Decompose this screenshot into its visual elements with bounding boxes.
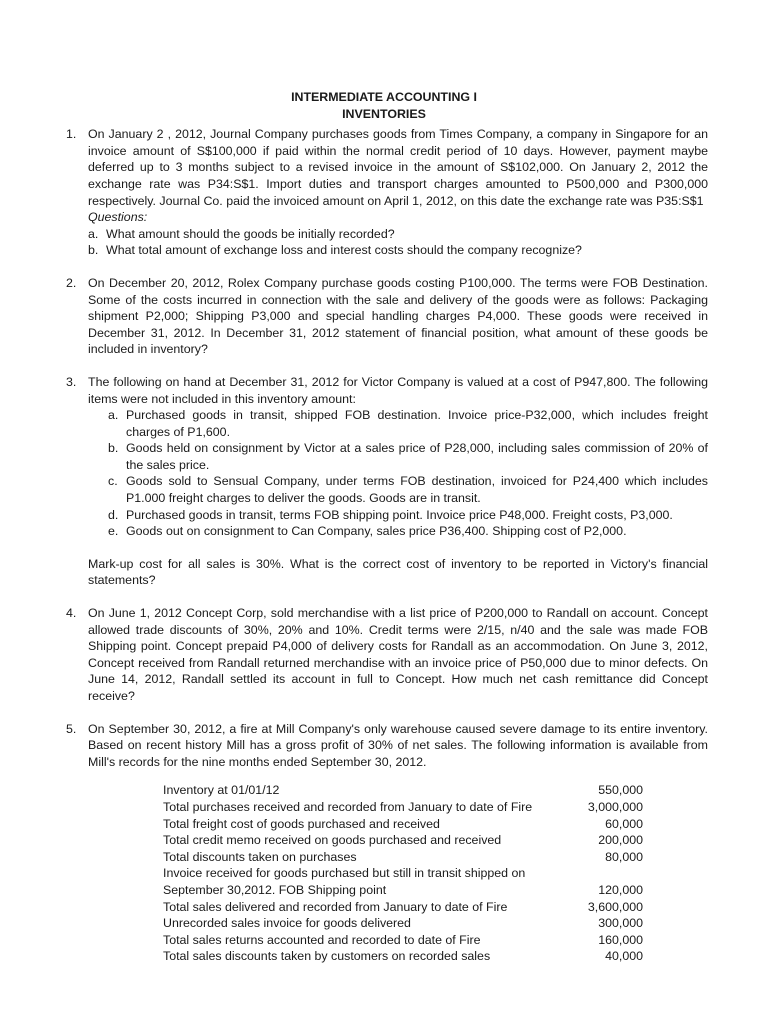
- sub-item: [108, 523, 708, 540]
- sub-item: [108, 440, 708, 473]
- question-2: [66, 275, 708, 358]
- sub-question: [88, 226, 708, 243]
- document-subtitle: INVENTORIES: [342, 106, 426, 121]
- sub-text: Goods sold to Sensual Company, under terms FOB destination, invoiced for P24,400 which includes P1.000 freight charges to deliver the goods. Goods are in transit.: [126, 474, 708, 506]
- row-label: Total sales delivered and recorded from January to date of Fire: [163, 899, 508, 914]
- table-row: [163, 799, 643, 816]
- sub-text: What amount should the goods be initially recorded?: [106, 226, 395, 241]
- question-number: 5.: [66, 721, 77, 736]
- row-label: Invoice received for goods purchased but still in transit shipped on September 30,2012. FOB Shipping point: [163, 866, 526, 897]
- table-row: [163, 865, 643, 898]
- row-label: Unrecorded sales invoice for goods delivered: [163, 916, 411, 931]
- sub-label: d.: [108, 507, 119, 522]
- sub-label: a.: [108, 408, 119, 423]
- question-5: [66, 721, 708, 771]
- sub-question: [88, 242, 708, 259]
- sub-item: [108, 473, 708, 506]
- question-followup: Mark-up cost for all sales is 30%. What is the correct cost of inventory to be reported in Victory's financial statements?: [88, 556, 708, 588]
- table-row: [163, 948, 643, 965]
- row-value: 80,000: [605, 849, 643, 864]
- sub-text: Purchased goods in transit, shipped FOB destination. Invoice price-P32,000, which includes freight charges of P1,600.: [126, 408, 708, 439]
- question-4: [66, 605, 708, 705]
- sub-item: [108, 407, 708, 440]
- table-row: [163, 849, 643, 866]
- sub-label: a.: [88, 226, 99, 241]
- question-number: 4.: [66, 606, 77, 621]
- table-row: [163, 782, 643, 799]
- row-label: Total purchases received and recorded from January to date of Fire: [163, 799, 533, 814]
- question-number: 1.: [66, 127, 77, 142]
- row-value: 3,000,000: [587, 799, 643, 814]
- question-3: [66, 374, 708, 589]
- sub-text: Goods out on consignment to Can Company, sales price P36,400. Shipping cost of P2,000.: [126, 524, 627, 539]
- sub-item: [108, 507, 708, 524]
- inventory-data-table: [163, 782, 643, 965]
- table-row: [163, 899, 643, 916]
- sub-text: Goods held on consignment by Victor at a sales price of P28,000, including sales commission of 20% of the sales price.: [126, 441, 708, 472]
- table-row: [163, 932, 643, 949]
- question-number: 2.: [66, 275, 77, 290]
- sub-text: What total amount of exchange loss and interest costs should the company recognize?: [106, 243, 582, 258]
- row-value: 120,000: [598, 882, 643, 897]
- table-row: [163, 816, 643, 833]
- row-value: 200,000: [598, 833, 643, 848]
- row-value: 300,000: [598, 916, 643, 931]
- sub-label: b.: [108, 441, 119, 456]
- row-value: 550,000: [598, 783, 643, 798]
- row-value: 3,600,000: [587, 899, 643, 914]
- row-value: 60,000: [605, 816, 643, 831]
- row-value: 160,000: [598, 932, 643, 947]
- sub-text: Purchased goods in transit, terms FOB shipping point. Invoice price P48,000. Freight costs, P3,000.: [126, 507, 673, 522]
- table-row: [163, 832, 643, 849]
- row-label: Total freight cost of goods purchased and received: [163, 816, 440, 831]
- document-header: [66, 89, 708, 122]
- row-label: Total sales returns accounted and recorded to date of Fire: [163, 932, 481, 947]
- question-text: On January 2 , 2012, Journal Company purchases goods from Times Company, a company in Singapore for an invoice amount of S$100,000 if paid within the normal credit period of 10 days. However, payment maybe deferred up to 3 months subject to a revised invoice in the amount of S$102,000. On January 2, 2012 the exchange rate was P34:S$1. Import duties and transport charges amounted to P500,000 and P300,000 respectively. Journal Co. paid the invoiced amount on April 1, 2012, on this date the exchange rate was P35:S$1: [88, 127, 708, 208]
- row-value: 40,000: [605, 949, 643, 964]
- question-text: The following on hand at December 31, 2012 for Victor Company is valued at a cost of P947,800. The following items were not included in this inventory amount:: [88, 374, 708, 406]
- table-row: [163, 915, 643, 932]
- sub-label: c.: [108, 474, 118, 489]
- question-text: On December 20, 2012, Rolex Company purchase goods costing P100,000. The terms were FOB Destination. Some of the costs incurred in connection with the sale and delivery of the goods were as follows: Packaging shipment P2,000; Shipping P3,000 and special handling charges P4,000. These goods were received in December 31, 2012. In December 31, 2012 statement of financial position, what amount of these goods be included in inventory?: [88, 275, 708, 357]
- row-label: Total discounts taken on purchases: [163, 849, 357, 864]
- question-number: 3.: [66, 374, 77, 389]
- sub-label: b.: [88, 243, 99, 258]
- row-label: Total sales discounts taken by customers on recorded sales: [163, 949, 491, 964]
- sub-label: e.: [108, 524, 119, 539]
- question-1: [66, 126, 708, 259]
- row-label: Inventory at 01/01/12: [163, 783, 280, 798]
- question-text: On September 30, 2012, a fire at Mill Company's only warehouse caused severe damage to its entire inventory. Based on recent history Mill has a gross profit of 30% of net sales. The following information is available from Mill's records for the nine months ended September 30, 2012.: [88, 721, 708, 769]
- row-label: Total credit memo received on goods purchased and received: [163, 833, 502, 848]
- questions-label: Questions:: [88, 210, 148, 225]
- question-text: On June 1, 2012 Concept Corp, sold merchandise with a list price of P200,000 to Randall on account. Concept allowed trade discounts of 30%, 20% and 10%. Credit terms were 2/15, n/40 and the sale was made FOB Shipping point. Concept prepaid P4,000 of delivery costs for Randall as an accommodation. On June 3, 2012, Concept received from Randall returned merchandise with an invoice price of P50,000 due to minor defects. On June 14, 2012, Randall settled its account in full to Concept. How much net cash remittance did Concept receive?: [88, 606, 708, 703]
- document-title: INTERMEDIATE ACCOUNTING I: [291, 90, 477, 104]
